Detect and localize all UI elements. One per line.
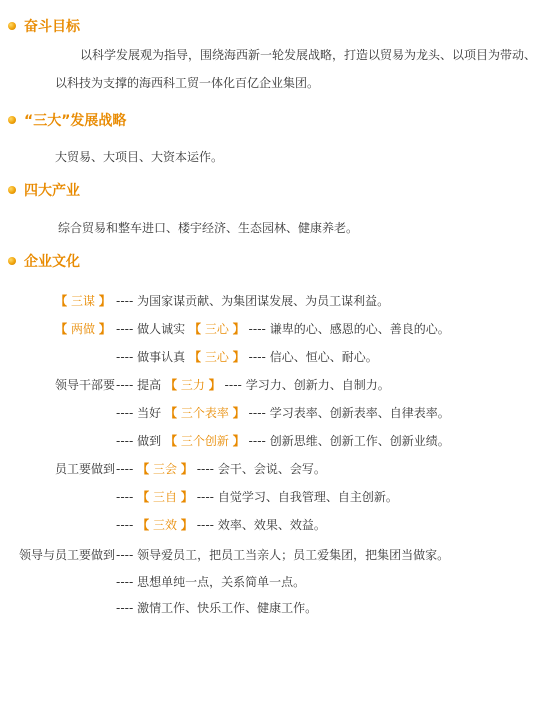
dash-separator: ---- [116, 322, 134, 336]
goal-paragraph-line-1: 以科学发展观为指导，围绕海西新一轮发展战略，打造以贸易为龙头、以项目为带动、 [80, 48, 537, 62]
dash-separator: ---- [116, 548, 134, 562]
culture-row [0, 376, 557, 394]
bracket-open: 【 [165, 406, 178, 420]
culture-row-content [116, 460, 326, 477]
culture-row [0, 320, 557, 338]
dash-separator: ---- [116, 406, 134, 420]
bracket-open: 【 [189, 350, 202, 364]
dash-separator: ---- [116, 350, 134, 364]
culture-row-content [116, 488, 398, 505]
bullet-icon [8, 116, 16, 124]
bracket-close: 】 [232, 322, 245, 336]
dash-separator: ---- [116, 490, 134, 504]
row-post-text: 学习力、创新力、自制力。 [245, 378, 390, 392]
row-label-text: 三谋 [70, 294, 95, 308]
culture-row-content [116, 546, 449, 563]
bullet-icon [8, 186, 16, 194]
culture-row [0, 432, 557, 450]
bracket-close: 】 [98, 322, 111, 336]
row-pre-text: 思想单纯一点，关系简单一点。 [137, 575, 306, 589]
row-pre-text: 当好 [137, 406, 162, 420]
row-pre-text: 领导爱员工，把员工当亲人；员工爱集团，把集团当做家。 [137, 548, 450, 562]
row-label-text: 领导与员工要做到 [18, 548, 115, 562]
culture-row-content [116, 516, 326, 533]
culture-row-content [116, 404, 450, 421]
culture-row [0, 348, 557, 366]
strategy-text: 大贸易、大项目、大资本运作。 [55, 150, 224, 164]
row-post-text: 自觉学习、自我管理、自主创新。 [217, 490, 398, 504]
row-pre-text: 激情工作、快乐工作、健康工作。 [137, 601, 318, 615]
bracket-open: 【 [165, 378, 178, 392]
row-pre-text: 提高 [137, 378, 162, 392]
bracket-close: 】 [98, 294, 111, 308]
culture-row-content [116, 348, 378, 365]
dash-separator: ---- [248, 406, 266, 420]
heading-text: 企业文化 [24, 254, 80, 270]
bracket-open: 【 [165, 434, 178, 448]
bracket-close: 】 [232, 406, 245, 420]
culture-row [0, 546, 557, 564]
culture-row [0, 599, 557, 617]
row-highlight: 三心 [204, 322, 229, 336]
row-highlight: 三自 [153, 490, 178, 504]
culture-row [0, 516, 557, 534]
industries-text: 综合贸易和整车进口、楼宇经济、生态园林、健康养老。 [58, 221, 359, 235]
dash-separator: ---- [224, 378, 242, 392]
row-label-text: 领导干部要 [54, 378, 115, 392]
bullet-icon [8, 22, 16, 30]
bracket-close: 】 [180, 490, 193, 504]
section-heading-culture [8, 251, 80, 271]
culture-row-label [52, 320, 114, 337]
section-heading-industries [8, 180, 80, 200]
row-pre-text: 做人诚实 [137, 322, 186, 336]
bracket-open: 【 [55, 294, 68, 308]
heading-text: “三大”发展战略 [24, 113, 127, 129]
culture-row-label [52, 292, 114, 309]
section-heading-goal [8, 16, 80, 36]
dash-separator: ---- [248, 322, 266, 336]
dash-separator: ---- [116, 434, 134, 448]
bullet-icon [8, 257, 16, 265]
dash-separator: ---- [116, 601, 134, 615]
row-highlight: 三力 [180, 378, 205, 392]
row-label-text: 两做 [70, 322, 95, 336]
bracket-close: 】 [180, 518, 193, 532]
section-heading-strategy [8, 110, 126, 130]
bracket-open: 【 [189, 322, 202, 336]
row-pre-text: 做到 [137, 434, 162, 448]
row-post-text: 效率、效果、效益。 [217, 518, 326, 532]
culture-row [0, 292, 557, 310]
bracket-close: 】 [232, 434, 245, 448]
row-highlight: 三心 [204, 350, 229, 364]
row-highlight: 三效 [153, 518, 178, 532]
row-highlight: 三个创新 [180, 434, 229, 448]
culture-row [0, 460, 557, 478]
dash-separator: ---- [196, 518, 215, 532]
dash-separator: ---- [116, 575, 134, 589]
dash-separator: ---- [248, 350, 266, 364]
row-highlight: 三个表率 [180, 406, 229, 420]
row-post-text: 谦卑的心、感恩的心、善良的心。 [269, 322, 450, 336]
bracket-open: 【 [137, 490, 150, 504]
row-post-text: 创新思维、创新工作、创新业绩。 [269, 434, 450, 448]
row-post-text: 会干、会说、会写。 [217, 462, 326, 476]
row-pre-text: 为国家谋贡献、为集团谋发展、为员工谋利益。 [137, 294, 390, 308]
culture-row-content [116, 432, 450, 449]
row-label-text: 员工要做到 [54, 462, 115, 476]
culture-row [0, 573, 557, 591]
culture-row-content [116, 292, 389, 309]
dash-separator: ---- [116, 378, 134, 392]
bracket-close: 】 [232, 350, 245, 364]
dash-separator: ---- [116, 518, 134, 532]
dash-separator: ---- [196, 490, 215, 504]
row-pre-text: 做事认真 [137, 350, 186, 364]
dash-separator: ---- [248, 434, 266, 448]
row-post-text: 学习表率、创新表率、自律表率。 [269, 406, 450, 420]
bracket-open: 【 [137, 518, 150, 532]
culture-row-content [116, 599, 317, 616]
goal-paragraph-line-2: 以科技为支撑的海西科工贸一体化百亿企业集团。 [55, 76, 320, 90]
row-highlight: 三会 [153, 462, 178, 476]
dash-separator: ---- [116, 294, 134, 308]
bracket-close: 】 [208, 378, 221, 392]
dash-separator: ---- [116, 462, 134, 476]
row-post-text: 信心、恒心、耐心。 [269, 350, 378, 364]
bracket-close: 】 [180, 462, 193, 476]
bracket-open: 【 [137, 462, 150, 476]
culture-row [0, 404, 557, 422]
heading-text: 四大产业 [24, 183, 80, 199]
culture-row-content [116, 376, 390, 393]
dash-separator: ---- [196, 462, 215, 476]
heading-text: 奋斗目标 [24, 19, 80, 35]
culture-row-content [116, 320, 450, 337]
culture-row-content [116, 573, 305, 590]
culture-row [0, 488, 557, 506]
bracket-open: 【 [55, 322, 68, 336]
